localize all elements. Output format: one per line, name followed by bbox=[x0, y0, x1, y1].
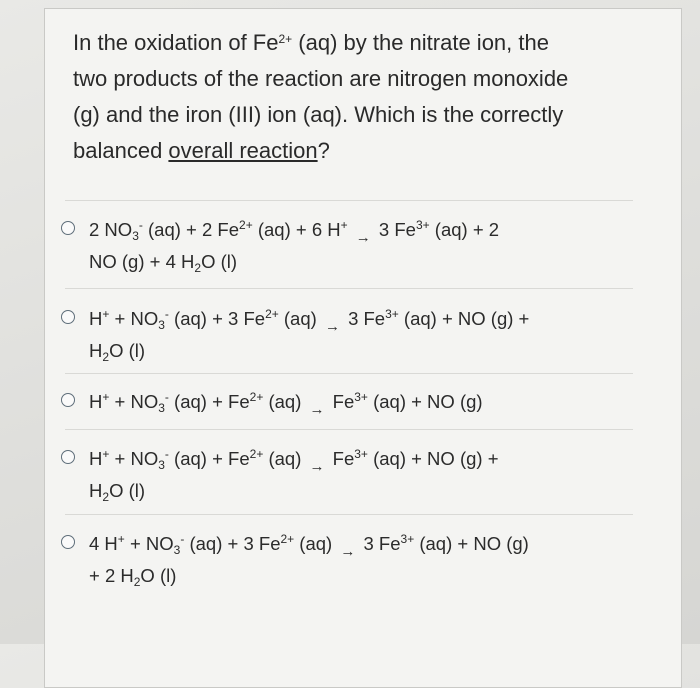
radio-button[interactable] bbox=[61, 535, 75, 549]
underlined-phrase: overall reaction bbox=[168, 138, 318, 163]
arrow-icon: → bbox=[324, 318, 340, 335]
option-equation-line-2: $H_2O$ (l) bbox=[89, 480, 146, 504]
arrow-icon: → bbox=[309, 458, 325, 475]
separator bbox=[65, 373, 633, 374]
radio-button[interactable] bbox=[61, 450, 75, 464]
answer-option-2[interactable] bbox=[89, 304, 609, 366]
option-equation-line-1: 4 $H^+ + NO_3^-$ (aq) + 3 $Fe^{2+}$ (aq) → 3 $Fe^{3+}$ (aq) + NO (g) bbox=[89, 529, 609, 561]
option-equation-line-1: 2 $NO_3^-$ (aq) + 2 $Fe^{2+}$ (aq) + 6 H+ → 3 $Fe^{3+}$ (aq) + 2 bbox=[89, 215, 609, 247]
arrow-icon: → bbox=[340, 543, 356, 560]
option-equation-line-2: NO (g) + 4 $H_2O$ (l) bbox=[89, 251, 238, 275]
separator bbox=[65, 429, 633, 430]
question-card bbox=[44, 8, 682, 688]
question-line-2: two products of the reaction are nitrogen monoxide bbox=[73, 66, 569, 91]
option-equation-line-1: $H^+ + NO_3^-$ $(aq) + Fe^{2+}$ $(aq) \to Fe^{3+}$ (aq) + NO (g) bbox=[89, 387, 609, 419]
answer-option-4[interactable] bbox=[89, 444, 609, 506]
option-equation-line-1: $H^+ + NO_3^-$ (aq) + 3 $Fe^{2+}$ (aq) → 3 $Fe^{3+}$ (aq) + NO (g) + bbox=[89, 304, 609, 336]
option-equation-line-2: $H_2O$ (l) bbox=[89, 340, 146, 364]
arrow-icon: → bbox=[355, 229, 371, 246]
radio-button[interactable] bbox=[61, 310, 75, 324]
question-line-3: (g) and the iron (III) ion (aq). Which is the correctly bbox=[73, 102, 564, 127]
question-line-1: In the oxidation of $Fe^{2+}$ (aq) by the nitrate ion, the bbox=[73, 30, 549, 55]
question-text bbox=[73, 25, 653, 169]
separator bbox=[65, 514, 633, 515]
arrow-icon: → bbox=[309, 401, 325, 418]
answer-option-3[interactable] bbox=[89, 387, 609, 419]
separator bbox=[65, 200, 633, 201]
option-equation-line-1: $H^+ + NO_3^-$ $(aq) + Fe^{2+}$ $(aq) \to Fe^{3+}$ (aq) + NO (g) + bbox=[89, 444, 609, 476]
question-line-4: balanced overall reaction? bbox=[73, 138, 330, 163]
answer-option-5[interactable] bbox=[89, 529, 609, 591]
answer-option-1[interactable] bbox=[89, 215, 609, 277]
radio-button[interactable] bbox=[61, 221, 75, 235]
option-equation-line-2: + 2 $H_2O$ (l) bbox=[89, 565, 177, 589]
separator bbox=[65, 288, 633, 289]
radio-button[interactable] bbox=[61, 393, 75, 407]
